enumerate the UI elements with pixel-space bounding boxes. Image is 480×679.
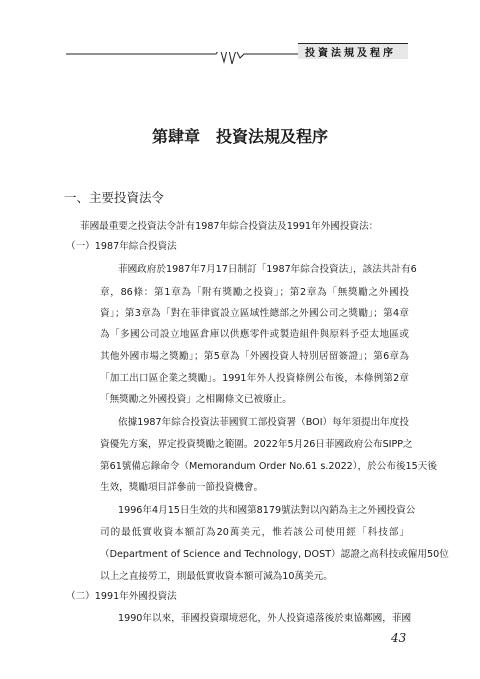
paragraph-line: 依據1987年綜合投資法菲國貿工部投資署（BOI）每年須提出年度投	[118, 417, 409, 428]
paragraph-line: 章，86條：第1章為「附有獎勵之投資」；第2章為「無獎勵之外國投	[100, 287, 409, 298]
paragraph-line: 1996年4月15日生效的共和國第8179號法對以內銷為主之外國投資公	[118, 505, 416, 516]
paragraph-line: 以上之直接勞工，則最低實收資本額可減為10萬美元。	[100, 571, 333, 582]
paragraph-line: 司的最低實收資本額訂為20萬美元，惟若該公司使用經「科技部」	[100, 527, 409, 538]
paragraph-line: 1990年以來，菲國投資環境惡化，外人投資遠落後於東協鄰國，菲國	[118, 613, 412, 624]
paragraph-line: 其他外國市場之獎勵」；第5章為「外國投資人特別居留簽證」；第6章為	[100, 351, 409, 362]
paragraph-line: 為「多國公司設立地區倉庫以供應零件或製造組件與原料予亞太地區或	[100, 329, 409, 340]
paragraph-line: 菲國政府於1987年7月17日制訂「1987年綜合投資法」，該法共計有6	[118, 264, 417, 275]
paragraph-line: （Department of Science and Technology, DOST）認證之高科技或僱用50位	[100, 549, 449, 560]
intro-text: 菲國最重要之投資法令計有1987年綜合投資法及1991年外國投資法：	[80, 221, 379, 232]
paragraph-line: 資優先方案，界定投資獎勵之範圍。2022年5月26日菲國政府公布SIPP之	[100, 439, 413, 450]
running-header: 投資法規及程序	[305, 48, 396, 59]
subsection-heading-2: （二）1991年外國投資法	[66, 591, 177, 602]
section-heading: 一、主要投資法令	[64, 190, 165, 205]
paragraph-line: 「加工出口區企業之獎勵」。1991年外人投資條例公布後，本條例第2章	[100, 373, 409, 384]
page-number: 43	[391, 631, 407, 645]
paragraph-line: 生效，獎勵項目詳參前一節投資機會。	[100, 482, 264, 493]
paragraph-line: 「無獎勵之外國投資」之相關條文已被廢止。	[100, 394, 292, 405]
subsection-heading-1: （一）1987年綜合投資法	[66, 241, 177, 252]
chapter-title: 第肆章 投資法規及程序	[151, 127, 328, 146]
paragraph-line: 第61號備忘錄命令（Memorandum Order No.61 s.2022），於公布後15天後	[100, 461, 437, 472]
paragraph-line: 資」；第3章為「對在菲律賓設立區域性總部之外國公司之獎勵」；第4章	[100, 308, 409, 319]
